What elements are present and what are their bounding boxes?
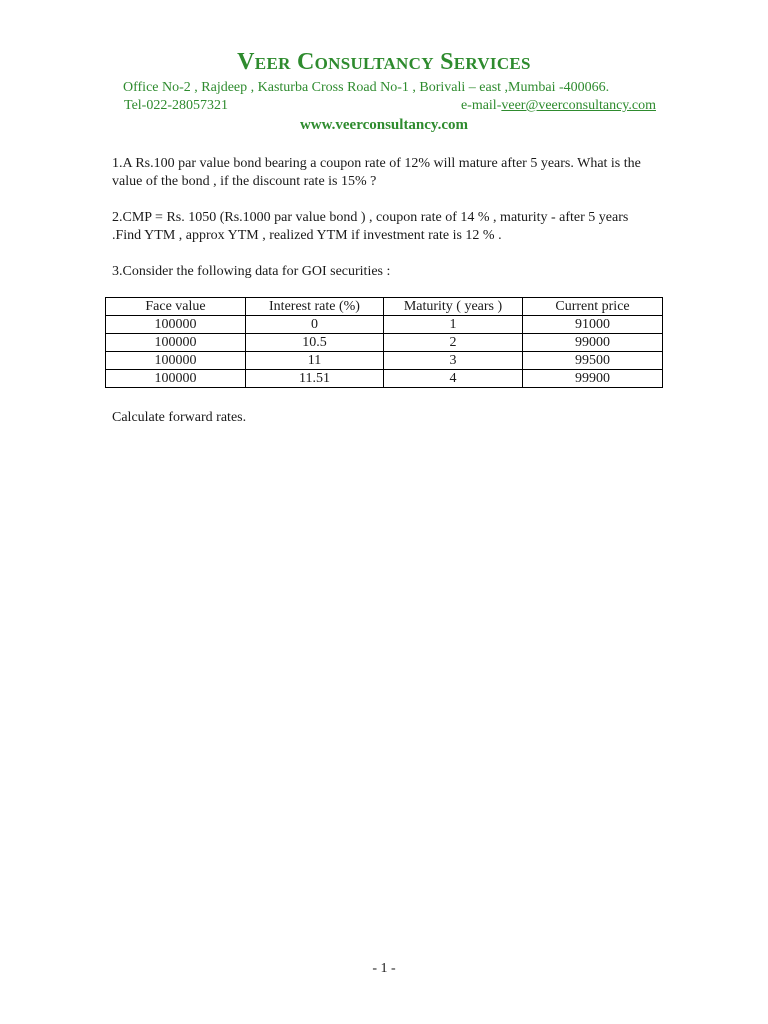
header-current-price: Current price: [523, 298, 663, 316]
cell-current-price: 91000: [523, 316, 663, 334]
question-3: 3.Consider the following data for GOI securities :: [112, 264, 391, 279]
cell-maturity: 3: [384, 352, 523, 370]
company-name: Veer Consultancy Services: [237, 49, 531, 75]
header-face-value: Face value: [106, 298, 246, 316]
table-row: [106, 352, 663, 370]
goi-securities-table: [105, 297, 663, 388]
header-interest-rate: Interest rate (%): [246, 298, 384, 316]
company-address: Office No-2 , Rajdeep , Kasturba Cross Road No-1 , Borivali – east ,Mumbai -400066.: [123, 80, 610, 95]
header-maturity: Maturity ( years ): [384, 298, 523, 316]
question-1: 1.A Rs.100 par value bond bearing a coupon rate of 12% will mature after 5 years. What is the value of the bond , if the discount rate is 15% ?: [112, 156, 641, 189]
table-row: [106, 334, 663, 352]
forward-rates-instruction: Calculate forward rates.: [112, 410, 247, 425]
cell-face-value: 100000: [106, 334, 246, 352]
cell-face-value: 100000: [106, 316, 246, 334]
cell-maturity: 1: [384, 316, 523, 334]
table-row: [106, 316, 663, 334]
email-prefix: e-mail-: [460, 98, 502, 113]
cell-interest-rate: 0: [246, 316, 384, 334]
cell-current-price: 99900: [523, 370, 663, 388]
email-block: [461, 98, 656, 114]
website-link[interactable]: www.veerconsultancy.com: [299, 117, 469, 133]
page-number: - 1 -: [372, 961, 396, 976]
cell-face-value: 100000: [106, 370, 246, 388]
cell-interest-rate: 11: [246, 352, 384, 370]
table-header-row: [106, 298, 663, 316]
contact-line: [124, 98, 656, 114]
cell-interest-rate: 10.5: [246, 334, 384, 352]
cell-maturity: 4: [384, 370, 523, 388]
question-2: 2.CMP = Rs. 1050 (Rs.1000 par value bond ) , coupon rate of 14 % , maturity - after 5 years .Find YTM , approx YTM , realized YTM if investment rate is 12 % .: [112, 210, 629, 243]
email-link[interactable]: veer@veerconsultancy.com: [501, 98, 656, 113]
phone-number: Tel-022-28057321: [124, 98, 229, 113]
table-row: [106, 370, 663, 388]
cell-current-price: 99500: [523, 352, 663, 370]
cell-maturity: 2: [384, 334, 523, 352]
cell-face-value: 100000: [106, 352, 246, 370]
cell-interest-rate: 11.51: [246, 370, 384, 388]
cell-current-price: 99000: [523, 334, 663, 352]
